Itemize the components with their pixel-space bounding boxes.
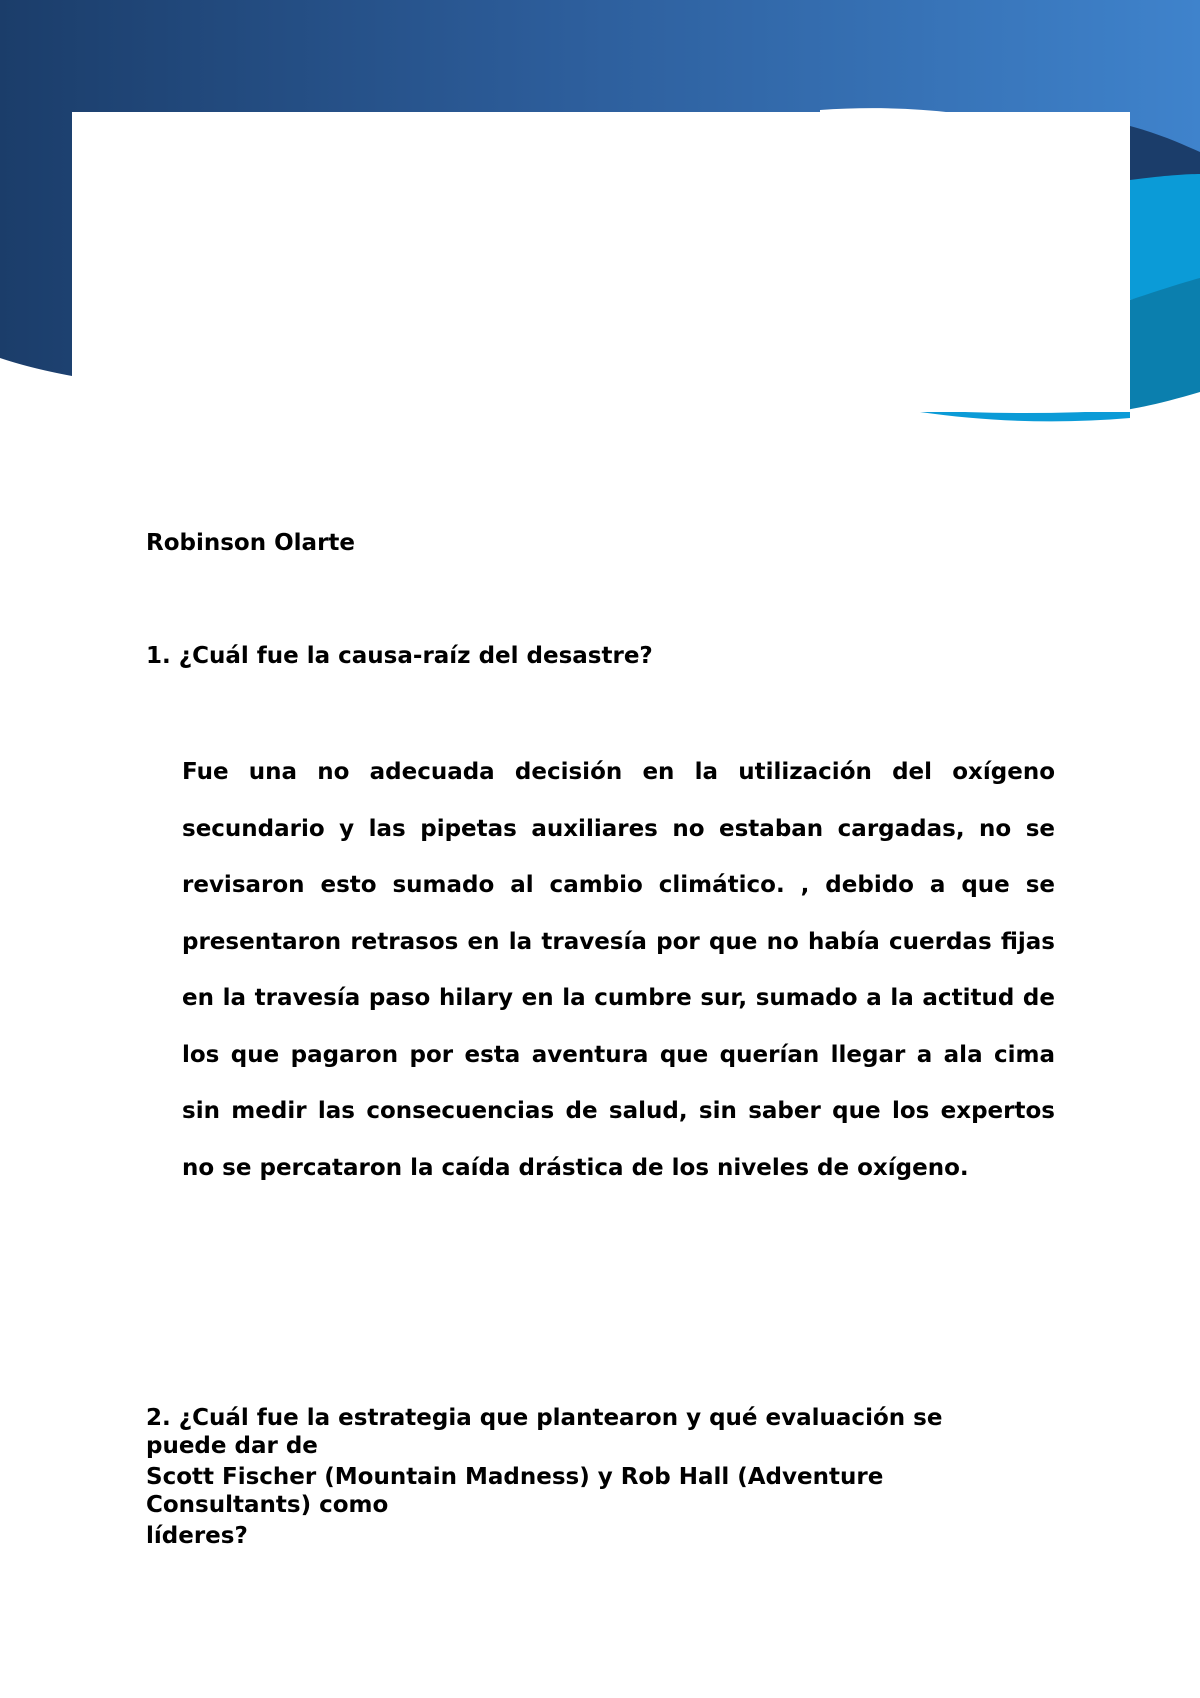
question-2-line-2: Scott Fischer (Mountain Madness) y Rob Hall (Adventure Consultants) como: [146, 1464, 884, 1518]
question-2-line-3: líderes?: [146, 1523, 248, 1549]
answer-1: Fue una no adecuada decisión en la utilización del oxígeno secundario y las pipetas auxiliares no estaban cargadas, no se revisaron esto sumado al cambio climático. , debido a que se presentaron retrasos en la travesía por que no había cuerdas fijas en la travesía paso hilary en la cumbre sur, sumado a la actitud de los que pagaron por esta aventura que querían llegar a ala cima sin medir las consecuencias de salud, sin saber que los expertos no se percataron la caída drástica de los niveles de oxígeno.: [182, 759, 1055, 1181]
question-1: 1. ¿Cuál fue la causa-raíz del desastre?: [146, 643, 653, 669]
header-banner: [0, 0, 1200, 430]
question-2-line-1: 2. ¿Cuál fue la estrategia que plantearon y qué evaluación se puede dar de: [146, 1405, 943, 1459]
banner-white-panel: [72, 112, 1130, 412]
author-name: Robinson Olarte: [146, 530, 355, 556]
question-2: [146, 1404, 1026, 1550]
